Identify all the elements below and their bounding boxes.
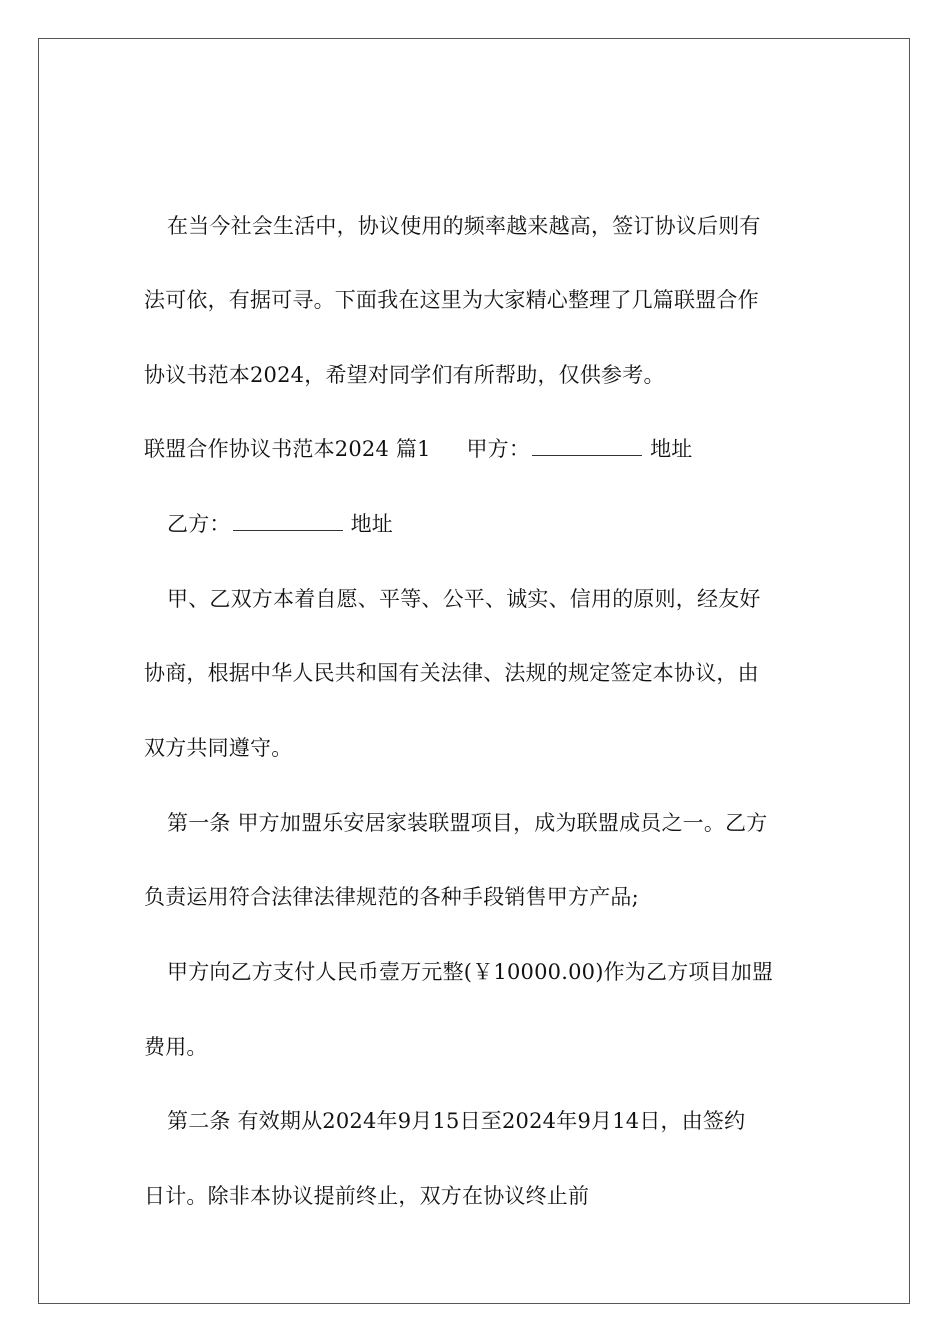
- payment-line-2: 费用。: [144, 1035, 208, 1059]
- party-b-line: [167, 509, 847, 539]
- article-1-line-1: 第一条 甲方加盟乐安居家装联盟项目，成为联盟成员之一。乙方: [167, 811, 768, 835]
- party-b-address-label: 地址: [350, 512, 394, 536]
- document-title: 联盟合作协议书范本2024 篇1: [144, 437, 431, 461]
- party-b-label: 乙方：: [167, 512, 231, 536]
- intro-line-3: 协议书范本2024，希望对同学们有所帮助，仅供参考。: [144, 363, 665, 387]
- payment-line-1: 甲方向乙方支付人民币壹万元整(￥10000.00)作为乙方项目加盟: [167, 960, 774, 984]
- paragraph-1-line-2: 协商，根据中华人民共和国有关法律、法规的规定签定本协议，由: [144, 661, 759, 685]
- paragraph-1-line-3: 双方共同遵守。: [144, 736, 293, 760]
- heading-line: [144, 434, 824, 464]
- article-1-line-2: 负责运用符合法律法律规范的各种手段销售甲方产品;: [144, 885, 639, 909]
- party-b-blank: [233, 512, 343, 531]
- intro-line-1: 在当今社会生活中，协议使用的频率越来越高，签订协议后则有: [167, 214, 761, 238]
- party-a-address-label: 地址: [650, 437, 693, 461]
- intro-line-2: 法可依，有据可寻。下面我在这里为大家精心整理了几篇联盟合作: [144, 288, 759, 312]
- paragraph-1-line-1: 甲、乙双方本着自愿、平等、公平、诚实、信用的原则，经友好: [167, 587, 761, 611]
- article-2-line-1: 第二条 有效期从2024年9月15日至2024年9月14日，由签约: [167, 1109, 746, 1133]
- article-2-line-2: 日计。除非本协议提前终止，双方在协议终止前: [144, 1184, 590, 1208]
- party-a-label: 甲方：: [466, 437, 531, 461]
- party-a-blank: [532, 437, 642, 456]
